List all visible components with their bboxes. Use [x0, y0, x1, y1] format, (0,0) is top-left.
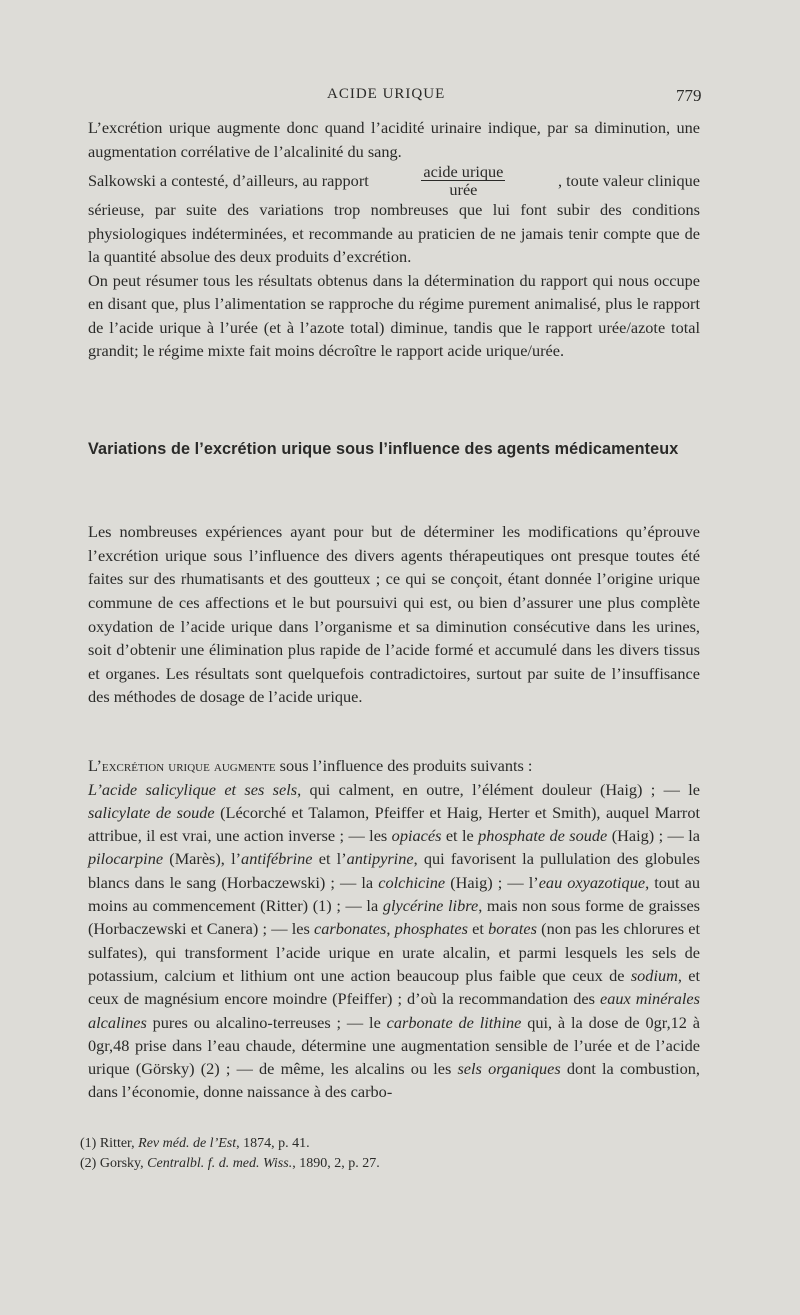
footnotes [80, 1134, 692, 1174]
ratio-denominator: urée [449, 180, 478, 199]
paragraph-2-rest: sérieuse, par suite des variations trop nombreuses que lui font subir des conditions physiologiques indéterminées, et recommande au praticien de ne jamais tenir compte que de la quantité absolue des deux produits d’excrétion. [88, 200, 700, 266]
drug-lithine-carbonate: carbonate de lithine [386, 1012, 522, 1032]
lead-text: sous l’influence des produits suivants : [275, 756, 533, 776]
drug-glycerine: glycérine libre [382, 896, 479, 916]
drug-phosphate: phosphate de soude [478, 826, 608, 846]
footnote-citation: , 1874, p. 41. [236, 1136, 310, 1151]
drug-antifebrine: antifébrine [241, 849, 313, 869]
drug-opiates: opiacés [391, 826, 442, 846]
paragraph-3: On peut résumer tous les résultats obtenus dans la détermination du rapport qui nous occupe en disant que, plus l’alimentation se rapproche du régime purement animalisé, plus le rapport de l’acide urique à l’urée (et à l’azote total) diminue, tandis que le rapport urée/azote total grandit; le régime mixte fait moins décroître le rapport acide urique/urée. [88, 270, 700, 360]
paragraph-2 [88, 163, 700, 269]
text-run: et l’ [312, 849, 347, 869]
text-run: (Haig) ; — l’ [445, 872, 539, 892]
drug-borates: borates [488, 919, 537, 939]
drug-salicylic: L’acide salicylique et ses sels [88, 779, 298, 799]
ratio-fraction [421, 163, 505, 198]
text-run: , qui calment, en outre, l’élément douleur (Haig) ; — le [297, 779, 701, 799]
footnote-2 [80, 1154, 692, 1174]
lead-small-caps: L’excrétion urique augmente [88, 756, 276, 776]
drug-phosphates: phosphates [394, 919, 468, 939]
drug-alkaline-waters: eaux minérales alcalines [88, 989, 700, 1032]
medication-list [88, 738, 700, 1120]
text-run: et le [441, 826, 479, 846]
text-run: (non pas les chlorures et sulfates), qui transforment l’acide urique en urate alcalin, et parmi lesquels les sels de potassium, calcium et lithium ont une action beaucoup plus faible que ceux de [88, 919, 701, 985]
paragraph-5 [88, 754, 700, 1103]
ratio-before: Salkowski a contesté, d’ailleurs, au rapport [88, 170, 369, 190]
footnote-citation: , 1890, 2, p. 27. [292, 1156, 380, 1171]
footnote-mark: (1) [80, 1136, 97, 1151]
text-run: pures ou alcalino-terreuses ; — le [146, 1012, 387, 1032]
drug-oxyazotic-water: eau oxyazotique [538, 872, 646, 892]
footnote-source: Centralbl. f. d. med. Wiss. [147, 1156, 293, 1171]
section-heading: Variations de l’excrétion urique sous l’influence des agents médicamenteux [88, 440, 679, 458]
paragraph-4: Les nombreuses expériences ayant pour but de déterminer les modifications qu’éprouve l’excrétion urique sous l’influence des divers agents thérapeutiques ont presque toutes été faites sur des rhumatisants et des goutteux ; ce qui se conçoit, étant donnée l’origine urique commune de ces affections et le but poursuivi qui est, ou bien d’assurer une plus complète oxydation de l’acide urique dans l’organisme et sa diminution consécutive dans les urines, soit d’obtenir une élimination plus rapide de l’acide formé et accumulé dans les divers tissus et organes. Les résultats sont quelquefois contradictoires, surtout par suite de l’insuffisance des méthodes de dosage de l’acide urique. [88, 522, 700, 707]
text-run: , et ceux de magnésium encore moindre (Pfeiffer) ; d’où la recommandation des [88, 965, 701, 1009]
text-run: , [386, 919, 395, 939]
text-run: (Haig) ; — la [607, 826, 700, 846]
ratio-after: , toute valeur clinique [558, 170, 700, 190]
text-run: (Marès), l’ [163, 849, 242, 869]
ratio-numerator: acide urique [423, 162, 504, 181]
paragraph-1: L’excrétion urique augmente donc quand l’acidité urinaire indique, par sa diminution, une augmentation corrélative de l’alcalinité du sang. [88, 118, 700, 161]
text-run: et [467, 919, 489, 939]
section-intro [88, 504, 700, 725]
footnote-mark: (2) [80, 1156, 97, 1171]
drug-pilocarpine: pilocarpine [88, 849, 164, 869]
drug-sodium: sodium [630, 965, 678, 985]
footnote-author: Ritter, [96, 1136, 139, 1151]
text-run: (Lécorché et Talamon, Pfeiffer et Haig, Herter et Smith), auquel Marrot attribue, il est vrai, une action inverse ; — les [88, 802, 700, 846]
text-run: , qui favorisent la pullulation des globules blancs dans le sang (Horbaczewski) ; — la [88, 849, 701, 892]
drug-salicylate: salicylate de soude [88, 802, 215, 822]
running-header [0, 86, 800, 110]
opening-paragraphs [88, 116, 700, 363]
text-run: , mais non sous forme de graisses (Horbaczewski et Canera) ; — les [88, 896, 701, 939]
footnote-1 [80, 1134, 692, 1154]
drug-colchicine: colchicine [378, 872, 446, 892]
text-run: qui, à la dose de 0gr,12 à 0gr,48 prise dans l’eau chaude, détermine une augmentation sensible de l’urée et de l’acide urique (Görsky) (2) ; — de même, les alcalins ou les [88, 1012, 700, 1079]
text-run: , tout au moins au commencement (Ritter) (1) ; — la [88, 872, 700, 916]
footnote-source: Rev méd. de l’Est [138, 1136, 237, 1151]
page-number: 779 [676, 86, 702, 105]
text-run: dont la combustion, dans l’économie, donne naissance à des carbo- [88, 1059, 700, 1102]
drug-carbonates: carbonates [314, 919, 387, 939]
drug-organic-salts: sels organiques [457, 1059, 561, 1079]
ratio-line [88, 163, 700, 198]
drug-antipyrine: antipyrine [346, 849, 414, 869]
footnote-author: Gorsky, [96, 1156, 148, 1171]
running-title: ACIDE URIQUE [327, 86, 446, 102]
